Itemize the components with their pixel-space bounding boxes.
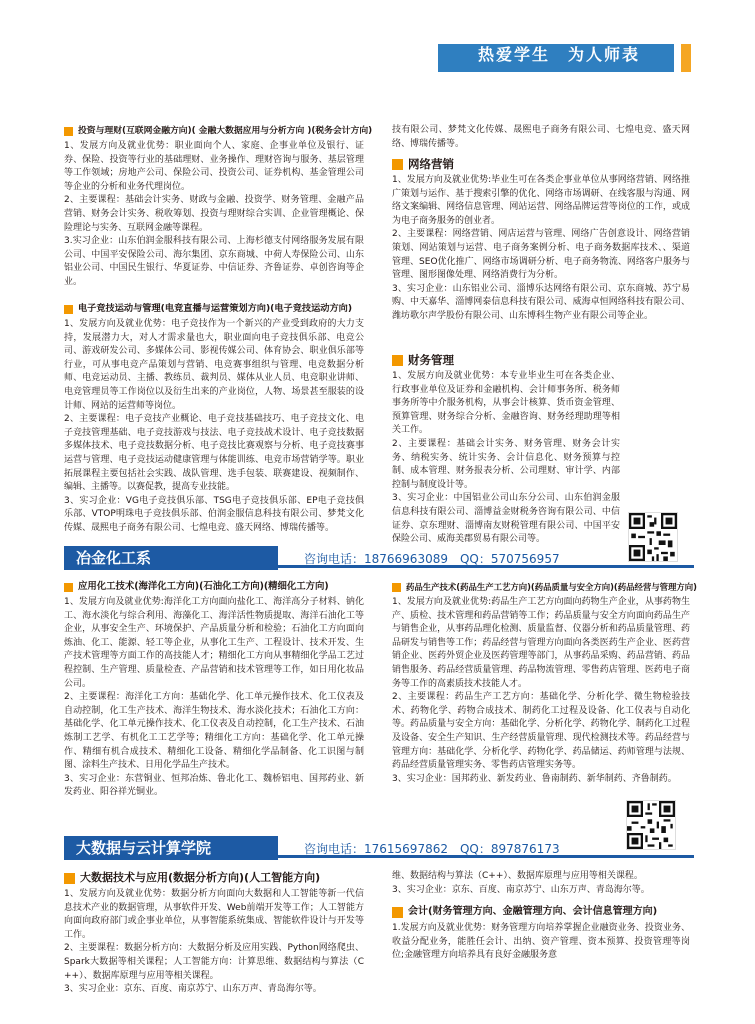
esports-section-text: 1、发展方向及就业优势：电子竞技作为一个新兴的产业受到政府的大力支持，发展潜力大，对人才需求量也大，职业面向电子竞技俱乐部、电竞公司、游戏研发公司、多媒体公司、影视传媒公司、体育协会、职业俱乐部等行业，可从事电竞产品策划与营销、电竞赛事组织与管理、电竞数据分析师、电竞运动员、主播、教练员、裁判员、媒体从业人员、电竞职业讲师、电竞管理员等工作岗位以及衍生出来的产业岗位，人物、场景甚至服装的设计师、网站的运营师等岗位。 2、主要课程：电子竞技产业概论、电子竞技基础技巧、电子竞技文化、电子竞技管理基础、电子竞技游戏与技法、电子竞技战术设计、电子竞技数据多媒体技术、电子竞技数据分析、电子竞技比赛观察与分析、电子竞技赛事运营与管理、电子竞技运动健康管理与体能训练、电竞市场营销学等。职业拓展课程主要包括社会实践、战队管理、选手包装、联赛建设、视频制作、编辑、主播等。以赛促教，提高专业技能。 3、实习企业：VG电子竞技俱乐部、TSG电子竞技俱乐部、EP电子竞技俱乐部、VTOP明珠电子竞技俱乐部、伯润金服信息科技有限公司、梦梵文化传媒、晟熙电子商务有限公司、七煌电竞、盛天网络、博瑞传播等。 — [64, 319, 364, 533]
accounting-major-column — [392, 870, 690, 992]
acct2-section-title: 会计(财务管理方向、金融管理方向、会计信息管理方向) — [408, 906, 658, 917]
marketing-section-header — [392, 156, 690, 172]
chemistry-contact: 咨询电话：18766963089 QQ：570756957 — [304, 552, 560, 566]
orange-square-icon — [64, 583, 73, 592]
chem-section-header — [64, 580, 364, 594]
bigdata-department-title: 大数据与云计算学院 — [76, 839, 212, 857]
bigdata-column — [64, 870, 364, 1018]
chemistry-department-band — [64, 546, 694, 570]
pharma-section-title: 药品生产技术(药品生产工艺方向)(药品质量与安全方向)(药品经营与管理方向) — [406, 582, 697, 592]
chem-section-text: 1、发展方向及就业优势:海洋化工方向面向盐化工、海洋高分子材料、钠化工、海水淡化与综合利用、海藻化工、海洋活性物质提取、海洋石油化工等企业，从事安全生产、环境保护、产品质量分析和检验；石油化工方向面向炼油、化工、能源、轻工等企业，从事化工生产、工程设计、技术开发、生产技术管理等方面工作的高技能人才；精细化工方向从事精细化学品工艺过程控制、生产管理、质量检查、产品营销和技术管理等工作，如日用化妆品公司。 2、主要课程：海洋化工方向：基础化学、化工单元操作技术、化工仪表及自动控制，化工生产技术、海洋生物技术、海水淡化技术；石油化工方向：基础化学、化工单元操作技术、化工仪表及自动控制，化工生产技术、石油炼制工艺学、有机化工工艺学等；精细化工方向：基础化学、化工单元操作、精细有机合成技术、精细化工设备、精细化学品制备、化工识图与制图、涂料生产技术、日用化学品生产技术。 3、实习企业：东营铜业、恒邦冶炼、鲁北化工、魏桥铝电、国邦药业、新发药业、阳谷祥光铜业。 — [64, 597, 364, 798]
bigdata-contact: 咨询电话：17615697862 QQ：897876173 — [304, 842, 560, 856]
finance-section-text: 1、发展方向及就业优势：职业面向个人、家庭、企事业单位及银行、证券、保险、投资等行业的基础理财、业务操作、理财咨询与服务、基层管理等工作领域；房地产公司、保险公司、投资公司、证券机构、基金管理公司等企业的分析和业务代理岗位。 2、主要课程：基础会计实务、财政与金融、投资学、财务管理、金融产品营销、财务会计实务、税收筹划、投资与理财综合实训、企业管理概论、保险理论与实务、互联网金融等课程。 3.实习企业：山东伯润金服科技有限公司、上海杉德支付网络服务发展有限公司、中国平安保险公司、海尔集团、京东商城、中荷人寿保险公司、山东铝业公司、中国民生银行、华夏证券、中信证券、齐鲁证券、卓创咨询等企业。 — [64, 141, 364, 287]
acct2-section-text: 1.发展方向及就业优势：财务管理方向培养掌握企业融资业务、投资业务、收益分配业务，能胜任会计、出纳、资产管理、资本预算、投资管理等岗位;金融管理方向培养具有良好金融服务意 — [392, 923, 690, 961]
pharma-section-header — [392, 580, 697, 594]
acct2-section-header — [392, 904, 690, 920]
esports-section-title: 电子竞技运动与管理(电竞直播与运营策划方向)(电子竞技运动方向) — [78, 303, 353, 314]
bigdata-section-text: 1、发展方向及就业优势：数据分析方向面向大数据和人工智能等新一代信息技术产业的数据管理，从事软件开发、Web前端开发等工作；人工智能方向面向政府部门或企事业单位，从事智能系统集成、智能软件设计与开发等工作。 2、主要课程：数据分析方向：大数据分析及应用实践、Python网络爬虫、Spark大数据等相关课程；人工智能方向：计算思维、数据结构与算法（C++）、数据库原理与应用等相关课程。 3、实习企业：京东、百度、南京苏宁、山东万声、青岛海尔等。 — [64, 889, 364, 995]
orange-square-icon — [392, 583, 401, 592]
pharma-section-text: 1、发展方向及就业优势:药品生产工艺方向面向药物生产企业，从事药物生产、质检、技术管理和药品营销等工作；药品质量与安全方向面向药品生产与销售企业，从事药品理化检测、质量监督、仪器分析和药品质量管理、药品研发与销售等工作；药品经营与管理方向面向各类医药生产企业、医药营销企业、医药外贸企业及医药管理等部门，从事药品采购、药品营销、药品销售服务、药品经营质量管理、药品物流管理、零售药店管理、医药电子商务等工作的高素质技术技能人才。 2、主要课程：药品生产工艺方向：基础化学、分析化学、微生物检验技术、药物化学、药物合成技术、制药化工过程及设备、化工仪表与自动化等。药品质量与安全方向：基础化学、分析化学、药物化学、制药化工过程及设备、安全生产知识、生产经营质量管理、现代检测技术等。药品经营与管理方向：基础化学、分析化学、药物化学、药品储运、药师管理与法规、药品经营质量管理实务、零售药店管理实务等。 3、实习企业：国邦药业、新发药业、鲁南制药、新华制药、齐鲁制药。 — [392, 597, 690, 784]
bigdata-continued-text: 维、数据结构与算法（C++）、数据库原理与应用等相关课程。 3、实习企业：京东、百度、南京苏宁、山东万声、青岛海尔等。 — [392, 871, 650, 895]
bigdata-band-title-box — [64, 836, 278, 860]
slogan-text: 热爱学生 为人师表 — [478, 45, 641, 64]
accounting-section-title: 财务管理 — [408, 353, 454, 367]
bigdata-section-title: 大数据技术与应用(数据分析方向)(人工智能方向) — [80, 871, 321, 884]
bigdata-department-band — [64, 836, 694, 860]
orange-square-icon — [392, 159, 403, 170]
orange-square-icon — [64, 873, 75, 884]
slogan-bar — [438, 44, 674, 72]
esports-section-header — [64, 302, 364, 316]
slogan-accent-block — [681, 44, 691, 72]
finance-section-header — [64, 124, 373, 138]
accounting-section-header — [392, 352, 690, 368]
bigdata-section-header — [64, 870, 364, 886]
marketing-section-title: 网络营销 — [408, 157, 454, 171]
chemical-engineering-column — [64, 580, 364, 842]
orange-square-icon — [64, 127, 73, 136]
chemistry-department-title: 冶金化工系 — [76, 549, 152, 567]
esports-continued-text: 技有限公司、梦梵文化传媒、晟熙电子商务有限公司、七煌电竞、盛天网络、博瑞传播等。 — [392, 125, 690, 149]
orange-square-icon — [392, 907, 403, 918]
orange-square-icon — [64, 305, 73, 314]
orange-square-icon — [392, 355, 403, 366]
chem-section-title: 应用化工技术(海洋化工方向)(石油化工方向)(精细化工方向) — [78, 581, 329, 592]
accounting-section-text: 1、发展方向及就业优势：本专业毕业生可在各类企业、行政事业单位及证券和金融机构、会计师事务所、税务师事务所等中介服务机构，从事会计核算、货币资金管理、预算管理、财务综合分析、金融咨询、财务经理助理等相关工作。 2、主要课程：基础会计实务、财务管理、财务会计实务、纳税实务、统计实务、会计信息化、财务预算与控制、成本管理、财务报表分析、公司理财、审计学、内部控制与制度设计等。 3、实习企业：中国铝业公司山东分公司、山东伯润金服信息科技有限公司、淄博益金财税务咨询有限公司、中信证券、京东理财、淄博南友财税管理有限公司、中国平安保险公司、威海美郡贸易有限公司等。 — [392, 371, 620, 545]
finance-section-title: 投资与理财(互联网金融方向)( 金融大数据应用与分析方向 )(税务会计方向) — [78, 126, 373, 136]
marketing-section-text: 1、发展方向及就业优势:毕业生可在各类企事业单位从事网络营销、网络推广策划与运作、基于搜索引擎的优化、网络市场调研、在线客服与沟通、网络文案编辑、网络信息管理、网站运营、网络品牌运营等岗位的工作，或成为电子商务服务的创业者。 2、主要课程：网络营销、网店运营与管理、网络广告创意设计、网络营销策划、网站策划与运营、电子商务案例分析、电子商务数据库技术、、渠道管理、SEO优化推广、网络市场调研分析、电子商务物流、网络客户服务与管理、图形图像处理、网络消费行为分析。 3、实习企业：山东铝业公司、淄博乐达网络有限公司、京东商城、苏宁易购、中天嘉华、淄博网泰信息科技有限公司、威海卓恒网络科技有限公司、潍坊歌尔声学股份有限公司、山东博科生物产业有限公司等企业。 — [392, 175, 690, 321]
marketing-finance-column — [392, 124, 690, 545]
chemistry-band-title-box — [64, 546, 278, 570]
finance-esports-column — [64, 124, 373, 536]
